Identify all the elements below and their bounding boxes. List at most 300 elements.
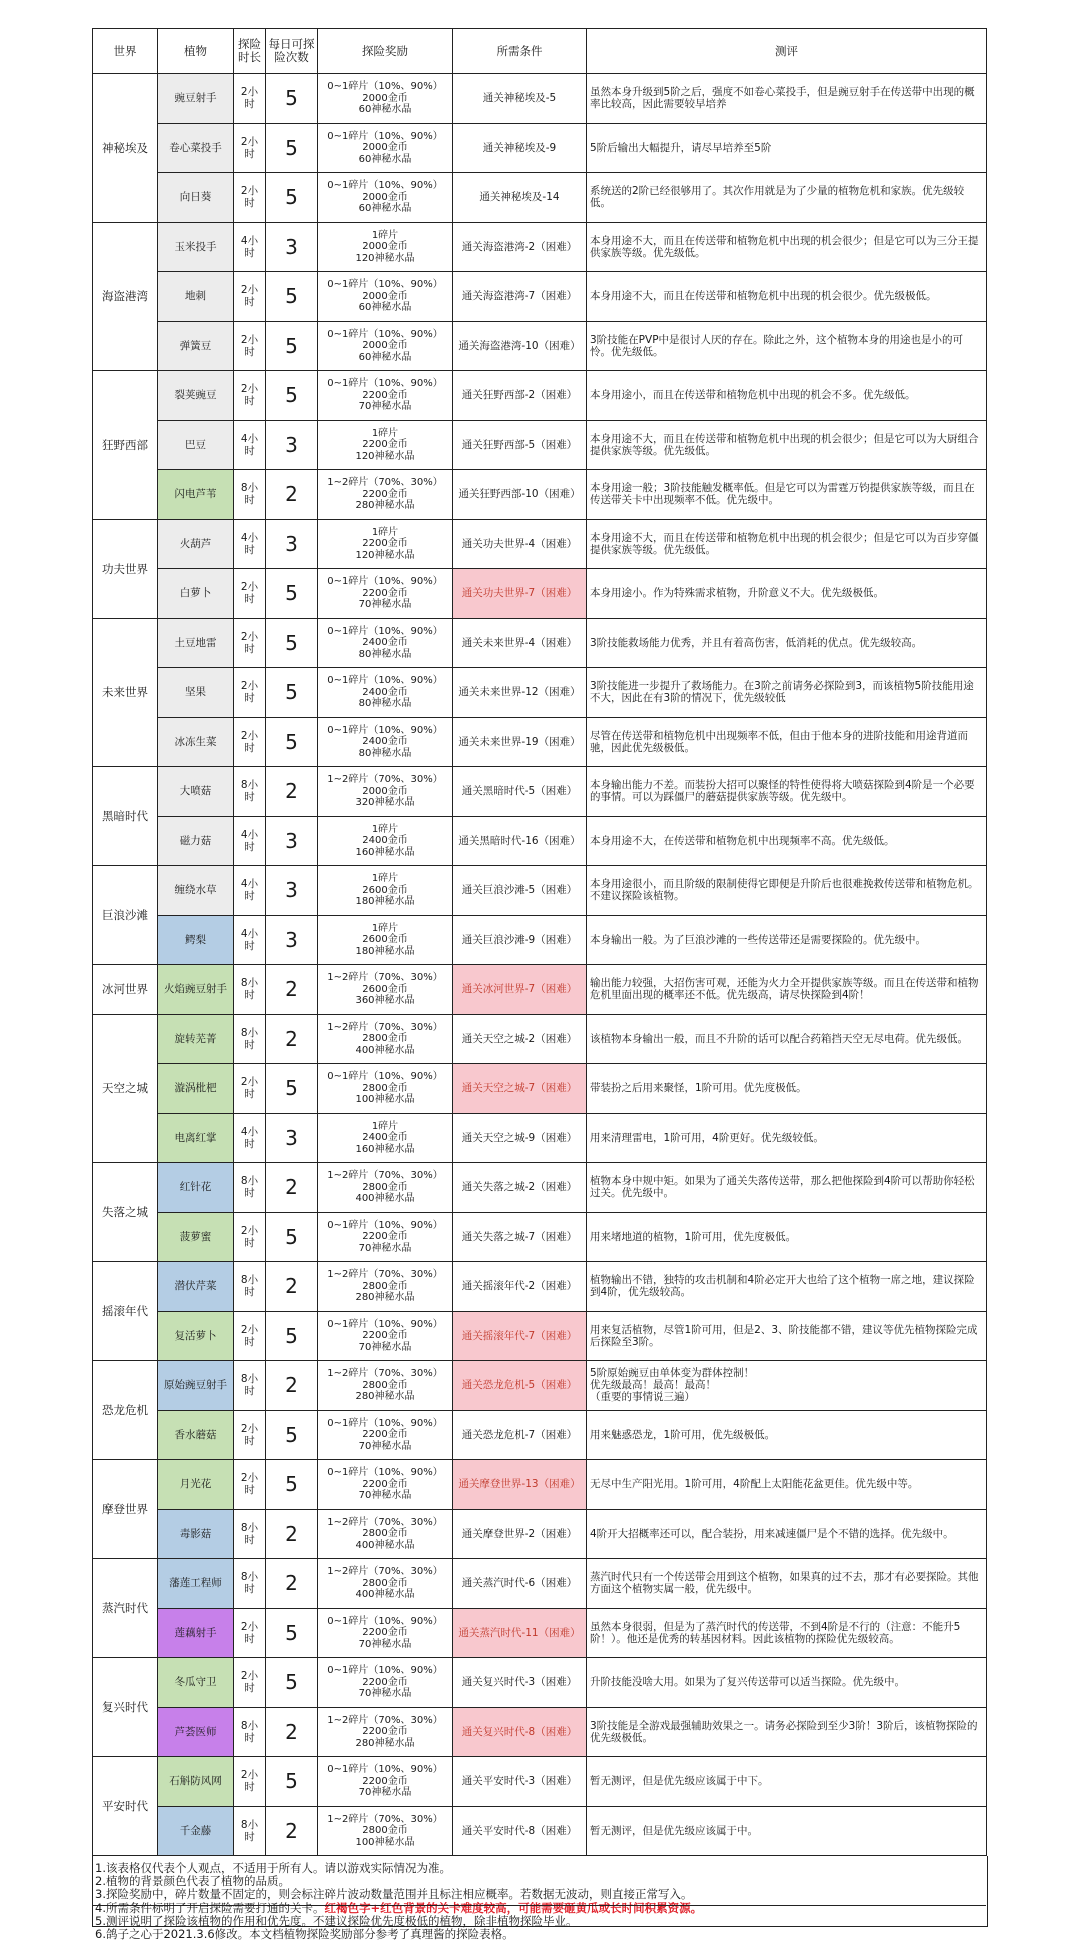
plant-cell: 潜伏芹菜 [158, 1262, 234, 1312]
plant-cell: 藩莲工程师 [158, 1559, 234, 1609]
header-plant: 植物 [158, 29, 234, 74]
reward-cell [318, 1608, 453, 1658]
reward-line: 0~1碎片（10%、90%） [327, 576, 443, 587]
table-row [93, 321, 987, 371]
count-cell: 3 [266, 915, 318, 965]
reward-line: 0~1碎片（10%、90%） [327, 1764, 443, 1775]
table-row [93, 1559, 987, 1609]
table-row [93, 1658, 987, 1708]
reward-line: 0~1碎片（10%、90%） [327, 328, 443, 340]
reward-line: 1~2碎片（70%、30%） [327, 1813, 443, 1825]
condition-cell: 通关狂野西部-2（困难） [453, 371, 587, 421]
reward-line: 1碎片 [371, 427, 399, 439]
table-row [93, 569, 987, 619]
plant-cell: 大喷菇 [158, 767, 234, 817]
review-cell: 3阶技能进一步提升了救场能力。在3阶之前请务必探险到3，而该植物5阶技能用途不大，因此在有3阶的情况下，优先级较低 [587, 668, 987, 718]
duration-cell: 2小时 [234, 74, 266, 124]
review-cell: 本身用途小。作为特殊需求植物，升阶意义不大。优先级极低。 [587, 569, 987, 619]
reward-cell [318, 767, 453, 817]
note-3: 3.探险奖励中，碎片数量不固定的，则会标注碎片波动数量范围并且标注相应概率。若数据无波动，则直接正常写入。 [95, 1887, 693, 1902]
reward-cell [318, 1757, 453, 1807]
reward-line: 100神秘水晶 [355, 1836, 415, 1848]
duration-cell: 4小时 [234, 420, 266, 470]
review-cell: 5阶原始豌豆由单体变为群体控制！ 优先级最高！最高！最高！ （重要的事情说三遍） [587, 1361, 987, 1411]
count-cell: 2 [266, 1014, 318, 1064]
reward-line: 70神秘水晶 [358, 1490, 412, 1501]
plant-cell: 复活萝卜 [158, 1311, 234, 1361]
reward-cell [318, 1361, 453, 1411]
duration-cell: 8小时 [234, 470, 266, 520]
reward-cell [318, 1559, 453, 1609]
condition-cell: 通关失落之城-7（困难） [453, 1212, 587, 1262]
reward-line: 1~2碎片（70%、30%） [327, 1566, 443, 1577]
condition-cell-hard: 通关摇滚年代-7（困难） [453, 1311, 587, 1361]
reward-cell [318, 123, 453, 173]
reward-line: 0~1碎片（10%、90%） [327, 1467, 443, 1478]
count-cell: 3 [266, 866, 318, 916]
reward-cell [318, 420, 453, 470]
duration-cell: 8小时 [234, 1014, 266, 1064]
plant-cell: 冰冻生菜 [158, 717, 234, 767]
plant-cell: 千金藤 [158, 1806, 234, 1856]
condition-cell: 通关天空之城-2（困难） [453, 1014, 587, 1064]
reward-line: 1碎片 [371, 823, 399, 835]
world-cell: 功夫世界 [93, 519, 158, 618]
reward-line: 2600金币 [362, 884, 408, 896]
count-cell: 5 [266, 371, 318, 421]
count-cell: 2 [266, 1509, 318, 1559]
reward-line: 2200金币 [362, 1726, 408, 1737]
reward-line: 2800金币 [362, 1082, 408, 1094]
reward-line: 2200金币 [362, 1775, 408, 1787]
condition-cell: 通关海盗港湾-2（困难） [453, 222, 587, 272]
reward-cell [318, 1410, 453, 1460]
review-cell: 输出能力较强，大招伤害可观，还能为火力全开提供家族等级。而且在传送带和植物危机里面出现的概率还不低。优先级高，请尽快探险到4阶！ [587, 965, 987, 1015]
condition-cell: 通关恐龙危机-7（困难） [453, 1410, 587, 1460]
reward-line: 70神秘水晶 [358, 1787, 412, 1798]
table-row [93, 519, 987, 569]
review-cell: 本身用途不大，而且在传送带和植物危机中出现的机会很少；但是它可以为三分王提供家族等级。优先级低。 [587, 222, 987, 272]
plant-cell: 冬瓜守卫 [158, 1658, 234, 1708]
table-row [93, 420, 987, 470]
header-condition: 所需条件 [453, 29, 587, 74]
reward-cell [318, 1658, 453, 1708]
count-cell: 3 [266, 1113, 318, 1163]
table-row [93, 1064, 987, 1114]
plant-cell: 火葫芦 [158, 519, 234, 569]
reward-line: 0~1碎片（10%、90%） [327, 1071, 443, 1082]
review-cell: 升阶技能没啥大用。如果为了复兴传送带可以适当探险。优先级中。 [587, 1658, 987, 1708]
reward-line: 2000金币 [362, 340, 408, 351]
table-row [93, 1014, 987, 1064]
duration-cell: 2小时 [234, 1064, 266, 1114]
review-cell: 带装扮之后用来聚怪，1阶可用。优先度极低。 [587, 1064, 987, 1114]
note-1: 1.该表格仅代表个人观点，不适用于所有人。请以游戏实际情况为准。 [95, 1861, 451, 1875]
table-row [93, 1509, 987, 1559]
reward-line: 280神秘水晶 [355, 1391, 415, 1402]
review-cell: 3阶技能救场能力优秀，并且有着高伤害，低消耗的优点。优先级较高。 [587, 618, 987, 668]
review-cell: 用来堵地道的植物，1阶可用，优先度极低。 [587, 1212, 987, 1262]
reward-line: 0~1碎片（10%、90%） [327, 81, 443, 92]
reward-line: 120神秘水晶 [355, 549, 415, 561]
review-cell: 3阶技能在PVP中是很讨人厌的存在。除此之外，这个植物本身的用途也是小的可怜。优先级低。 [587, 321, 987, 371]
reward-line: 1碎片 [371, 873, 399, 884]
reward-line: 160神秘水晶 [355, 846, 415, 858]
table-row [93, 222, 987, 272]
duration-cell: 4小时 [234, 519, 266, 569]
condition-cell: 通关海盗港湾-7（困难） [453, 272, 587, 322]
condition-cell: 通关巨浪沙滩-9（困难） [453, 915, 587, 965]
reward-cell [318, 272, 453, 322]
duration-cell: 2小时 [234, 668, 266, 718]
world-cell: 神秘埃及 [93, 74, 158, 223]
review-cell: 暂无测评，但是优先级应该属于中下。 [587, 1757, 987, 1807]
reward-line: 400神秘水晶 [355, 1193, 415, 1204]
reward-line: 80神秘水晶 [358, 648, 412, 660]
duration-cell: 2小时 [234, 1608, 266, 1658]
reward-line: 2800金币 [362, 1181, 408, 1193]
table-row [93, 1212, 987, 1262]
plant-cell: 香水蘑菇 [158, 1410, 234, 1460]
reward-line: 2200金币 [362, 1429, 408, 1440]
condition-cell-hard: 通关复兴时代-8（困难） [453, 1707, 587, 1757]
condition-cell: 通关狂野西部-10（困难） [453, 470, 587, 520]
condition-cell: 通关平安时代-3（困难） [453, 1757, 587, 1807]
table-row [93, 74, 987, 124]
reward-line: 1~2碎片（70%、30%） [327, 1516, 443, 1528]
condition-cell: 通关蒸汽时代-6（困难） [453, 1559, 587, 1609]
reward-line: 0~1碎片（10%、90%） [327, 279, 443, 290]
reward-line: 2800金币 [362, 1280, 408, 1292]
condition-cell: 通关神秘埃及-9 [453, 123, 587, 173]
reward-line: 280神秘水晶 [355, 1292, 415, 1303]
note-4-text: 4.所需条件标明了开启探险需要打通的关卡。 [95, 1900, 325, 1915]
count-cell: 2 [266, 1559, 318, 1609]
reward-line: 2400金币 [362, 637, 408, 648]
reward-line: 400神秘水晶 [355, 1539, 415, 1551]
header-duration: 探险时长 [234, 29, 266, 74]
review-cell: 植物输出不错，独特的攻击机制和4阶必定开大也给了这个植物一席之地，建议探险到4阶，优先级较高。 [587, 1262, 987, 1312]
bottom-border [92, 1905, 986, 1906]
reward-line: 1~2碎片（70%、30%） [327, 972, 443, 983]
exploration-table [92, 28, 987, 1856]
reward-cell [318, 668, 453, 718]
reward-line: 280神秘水晶 [355, 500, 415, 511]
reward-line: 0~1碎片（10%、90%） [327, 675, 443, 686]
count-cell: 5 [266, 569, 318, 619]
review-cell: 暂无测评，但是优先级应该属于中。 [587, 1806, 987, 1856]
reward-line: 400神秘水晶 [355, 1589, 415, 1600]
reward-line: 2400金币 [362, 835, 408, 846]
reward-line: 1~2碎片（70%、30%） [327, 1021, 443, 1033]
reward-line: 70神秘水晶 [358, 1440, 412, 1452]
duration-cell: 8小时 [234, 1559, 266, 1609]
review-cell: 本身输出一般。为了巨浪沙滩的一些传送带还是需要探险的。优先级中。 [587, 915, 987, 965]
condition-cell: 通关摩登世界-2（困难） [453, 1509, 587, 1559]
note-5: 5.测评说明了探险该植物的作用和优先度。不建议探险优先度极低的植物，除非植物探险毕业。 [95, 1913, 578, 1928]
review-cell: 用来清理雷电，1阶可用，4阶更好。优先级较低。 [587, 1113, 987, 1163]
condition-cell: 通关平安时代-8（困难） [453, 1806, 587, 1856]
duration-cell: 8小时 [234, 1509, 266, 1559]
count-cell: 5 [266, 618, 318, 668]
reward-line: 180神秘水晶 [355, 896, 415, 907]
reward-line: 2200金币 [362, 488, 408, 500]
table-row [93, 965, 987, 1015]
reward-cell [318, 965, 453, 1015]
reward-line: 70神秘水晶 [358, 401, 412, 412]
count-cell: 3 [266, 816, 318, 866]
reward-cell [318, 1014, 453, 1064]
reward-line: 1碎片 [371, 526, 399, 538]
plant-cell: 坚果 [158, 668, 234, 718]
table-row [93, 470, 987, 520]
reward-cell [318, 173, 453, 223]
reward-line: 120神秘水晶 [355, 252, 415, 264]
note-4-warning: 红褐色字+红色背景的关卡难度较高，可能需要砸黄瓜或长时间积累资源。 [324, 1900, 703, 1915]
reward-line: 2800金币 [362, 1033, 408, 1044]
header-review: 测评 [587, 29, 987, 74]
reward-line: 320神秘水晶 [355, 797, 415, 808]
review-cell: 尽管在传送带和植物危机中出现频率不低，但由于他本身的进阶技能和用途背道而驰，因此优先级极低。 [587, 717, 987, 767]
world-cell: 冰河世界 [93, 965, 158, 1015]
world-cell: 摇滚年代 [93, 1262, 158, 1361]
reward-line: 280神秘水晶 [355, 1737, 415, 1749]
count-cell: 5 [266, 1311, 318, 1361]
duration-cell: 8小时 [234, 767, 266, 817]
reward-line: 100神秘水晶 [355, 1094, 415, 1105]
reward-line: 0~1碎片（10%、90%） [327, 625, 443, 637]
table-row [93, 767, 987, 817]
condition-cell: 通关摇滚年代-2（困难） [453, 1262, 587, 1312]
duration-cell: 2小时 [234, 123, 266, 173]
reward-line: 2400金币 [362, 1132, 408, 1143]
world-cell: 黑暗时代 [93, 767, 158, 866]
count-cell: 5 [266, 1757, 318, 1807]
plant-cell: 缠绕水草 [158, 866, 234, 916]
world-cell: 平安时代 [93, 1757, 158, 1856]
header-world: 世界 [93, 29, 158, 74]
reward-line: 0~1碎片（10%、90%） [327, 130, 443, 142]
count-cell: 5 [266, 272, 318, 322]
reward-line: 2000金币 [362, 290, 408, 302]
plant-cell: 漩涡枇杷 [158, 1064, 234, 1114]
reward-line: 1~2碎片（70%、30%） [327, 1714, 443, 1726]
reward-cell [318, 618, 453, 668]
plant-cell: 鳄梨 [158, 915, 234, 965]
reward-cell [318, 321, 453, 371]
review-cell: 本身用途不大，而且在传送带和植物危机中出现的机会很少。优先级极低。 [587, 272, 987, 322]
duration-cell: 8小时 [234, 1163, 266, 1213]
condition-cell: 通关神秘埃及-5 [453, 74, 587, 124]
plant-cell: 向日葵 [158, 173, 234, 223]
reward-line: 400神秘水晶 [355, 1044, 415, 1056]
condition-cell: 通关复兴时代-3（困难） [453, 1658, 587, 1708]
duration-cell: 2小时 [234, 717, 266, 767]
reward-line: 2800金币 [362, 1825, 408, 1836]
reward-line: 1~2碎片（70%、30%） [327, 477, 443, 488]
condition-cell-hard: 通关摩登世界-13（困难） [453, 1460, 587, 1510]
world-cell: 摩登世界 [93, 1460, 158, 1559]
reward-cell [318, 1509, 453, 1559]
reward-line: 0~1碎片（10%、90%） [327, 180, 443, 191]
plant-cell: 玉米投手 [158, 222, 234, 272]
table-row [93, 1163, 987, 1213]
reward-line: 2200金币 [362, 439, 408, 450]
reward-line: 2000金币 [362, 241, 408, 252]
duration-cell: 4小时 [234, 1113, 266, 1163]
table-row [93, 866, 987, 916]
reward-cell [318, 519, 453, 569]
review-cell: 本身用途很小，而且阶级的限制使得它即便是升阶后也很难挽救传送带和植物危机。不建议探险该植物。 [587, 866, 987, 916]
reward-line: 1碎片 [371, 229, 399, 241]
reward-cell [318, 1163, 453, 1213]
note-4 [95, 1902, 987, 1915]
condition-cell-hard: 通关功夫世界-7（困难） [453, 569, 587, 619]
duration-cell: 2小时 [234, 569, 266, 619]
reward-line: 2600金币 [362, 934, 408, 945]
reward-line: 2000金币 [362, 92, 408, 104]
review-cell: 植物本身中规中矩。如果为了通关失落传送带，那么把他探险到4阶可以帮助你轻松过关。优先级中。 [587, 1163, 987, 1213]
note-6: 6.鸽子之心于2021.3.6修改。本文档植物探险奖励部分参考了真理酱的探险表格。 [95, 1927, 514, 1941]
reward-line: 120神秘水晶 [355, 450, 415, 462]
duration-cell: 2小时 [234, 1212, 266, 1262]
reward-line: 2000金币 [362, 142, 408, 153]
table-row [93, 1608, 987, 1658]
reward-cell [318, 1113, 453, 1163]
count-cell: 2 [266, 1707, 318, 1757]
reward-cell [318, 1707, 453, 1757]
reward-line: 2000金币 [362, 191, 408, 203]
duration-cell: 4小时 [234, 915, 266, 965]
table-row [93, 1361, 987, 1411]
table-row [93, 173, 987, 223]
plant-cell: 地刺 [158, 272, 234, 322]
reward-cell [318, 74, 453, 124]
world-cell: 天空之城 [93, 1014, 158, 1163]
review-cell: 本身用途一般；3阶技能触发概率低。但是它可以为雷霆万钧提供家族等级，而且在传送带关卡中出现频率不低。优先级中。 [587, 470, 987, 520]
reward-line: 1~2碎片（70%、30%） [327, 1170, 443, 1181]
duration-cell: 8小时 [234, 1262, 266, 1312]
condition-cell: 通关功夫世界-4（困难） [453, 519, 587, 569]
duration-cell: 2小时 [234, 1658, 266, 1708]
duration-cell: 2小时 [234, 1460, 266, 1510]
plant-cell: 毒影菇 [158, 1509, 234, 1559]
duration-cell: 8小时 [234, 1806, 266, 1856]
review-cell: 虽然本身升级到5阶之后，强度不如卷心菜投手，但是豌豆射手在传送带中出现的概率比较高，因此需要较早培养 [587, 74, 987, 124]
condition-cell-hard: 通关蒸汽时代-11（困难） [453, 1608, 587, 1658]
header-reward: 探险奖励 [318, 29, 453, 74]
reward-line: 2200金币 [362, 538, 408, 549]
count-cell: 5 [266, 1212, 318, 1262]
table-row [93, 272, 987, 322]
reward-line: 2800金币 [362, 1577, 408, 1589]
reward-cell [318, 866, 453, 916]
condition-cell: 通关天空之城-9（困难） [453, 1113, 587, 1163]
count-cell: 2 [266, 1262, 318, 1312]
count-cell: 5 [266, 1064, 318, 1114]
table-row [93, 1311, 987, 1361]
reward-line: 180神秘水晶 [355, 945, 415, 957]
header-row [93, 29, 987, 74]
reward-line: 160神秘水晶 [355, 1143, 415, 1155]
reward-line: 2200金币 [362, 389, 408, 401]
reward-line: 2400金币 [362, 736, 408, 747]
plant-cell: 闪电芦苇 [158, 470, 234, 520]
plant-cell: 芦荟医师 [158, 1707, 234, 1757]
reward-line: 2200金币 [362, 1676, 408, 1688]
count-cell: 2 [266, 470, 318, 520]
reward-line: 2600金币 [362, 983, 408, 995]
plant-cell: 豌豆射手 [158, 74, 234, 124]
count-cell: 5 [266, 717, 318, 767]
count-cell: 2 [266, 965, 318, 1015]
plant-cell: 原始豌豆射手 [158, 1361, 234, 1411]
condition-cell-hard: 通关恐龙危机-5（困难） [453, 1361, 587, 1411]
reward-cell [318, 1212, 453, 1262]
table-row [93, 1806, 987, 1856]
duration-cell: 2小时 [234, 321, 266, 371]
review-cell: 4阶开大招概率还可以，配合装扮，用来减速僵尸是个不错的选择。优先级中。 [587, 1509, 987, 1559]
condition-cell: 通关狂野西部-5（困难） [453, 420, 587, 470]
review-cell: 该植物本身输出一般，而且不升阶的话可以配合药箱挡天空无尽电荷。优先级低。 [587, 1014, 987, 1064]
reward-line: 1~2碎片（70%、30%） [327, 1368, 443, 1379]
review-cell: 本身用途小，而且在传送带和植物危机中出现的机会不多。优先级低。 [587, 371, 987, 421]
plant-cell: 土豆地雷 [158, 618, 234, 668]
review-cell: 本身用途不大，在传送带和植物危机中出现频率不高。优先级低。 [587, 816, 987, 866]
plant-cell: 裂荚豌豆 [158, 371, 234, 421]
condition-cell: 通关黑暗时代-5（困难） [453, 767, 587, 817]
table-row [93, 915, 987, 965]
reward-cell [318, 1262, 453, 1312]
count-cell: 2 [266, 1163, 318, 1213]
plant-cell: 莲藕射手 [158, 1608, 234, 1658]
review-cell: 无尽中生产阳光用。1阶可用，4阶配上太阳能花盆更佳。优先级中等。 [587, 1460, 987, 1510]
duration-cell: 8小时 [234, 1361, 266, 1411]
reward-line: 60神秘水晶 [358, 203, 412, 214]
reward-line: 80神秘水晶 [358, 747, 412, 759]
review-cell: 用来复活植物，尽管1阶可用，但是2、3、阶技能都不错，建议等优先植物探险完成后探险至3阶。 [587, 1311, 987, 1361]
reward-cell [318, 915, 453, 965]
reward-line: 70神秘水晶 [358, 599, 412, 610]
duration-cell: 2小时 [234, 618, 266, 668]
review-cell: 3阶技能是全游戏最强辅助效果之一。请务必探险到至少3阶！3阶后，该植物探险的优先级极低。 [587, 1707, 987, 1757]
reward-line: 2400金币 [362, 686, 408, 698]
reward-line: 0~1碎片（10%、90%） [327, 724, 443, 736]
reward-cell [318, 569, 453, 619]
condition-cell-hard: 通关冰河世界-7（困难） [453, 965, 587, 1015]
reward-line: 2800金币 [362, 1528, 408, 1539]
reward-line: 60神秘水晶 [358, 153, 412, 165]
reward-line: 0~1碎片（10%、90%） [327, 1615, 443, 1627]
table-row [93, 668, 987, 718]
world-cell: 蒸汽时代 [93, 1559, 158, 1658]
count-cell: 5 [266, 321, 318, 371]
exploration-sheet [92, 28, 986, 1941]
count-cell: 5 [266, 668, 318, 718]
plant-cell: 卷心菜投手 [158, 123, 234, 173]
duration-cell: 8小时 [234, 965, 266, 1015]
duration-cell: 4小时 [234, 222, 266, 272]
plant-cell: 巴豆 [158, 420, 234, 470]
count-cell: 5 [266, 1608, 318, 1658]
review-cell: 本身用途不大，而且在传送带和植物危机中出现的机会很少；但是它可以为百步穿僵提供家族等级。优先级低。 [587, 519, 987, 569]
condition-cell: 通关海盗港湾-10（困难） [453, 321, 587, 371]
condition-cell: 通关未来世界-4（困难） [453, 618, 587, 668]
reward-line: 0~1碎片（10%、90%） [327, 1665, 443, 1676]
duration-cell: 4小时 [234, 816, 266, 866]
count-cell: 3 [266, 519, 318, 569]
world-cell: 失落之城 [93, 1163, 158, 1262]
